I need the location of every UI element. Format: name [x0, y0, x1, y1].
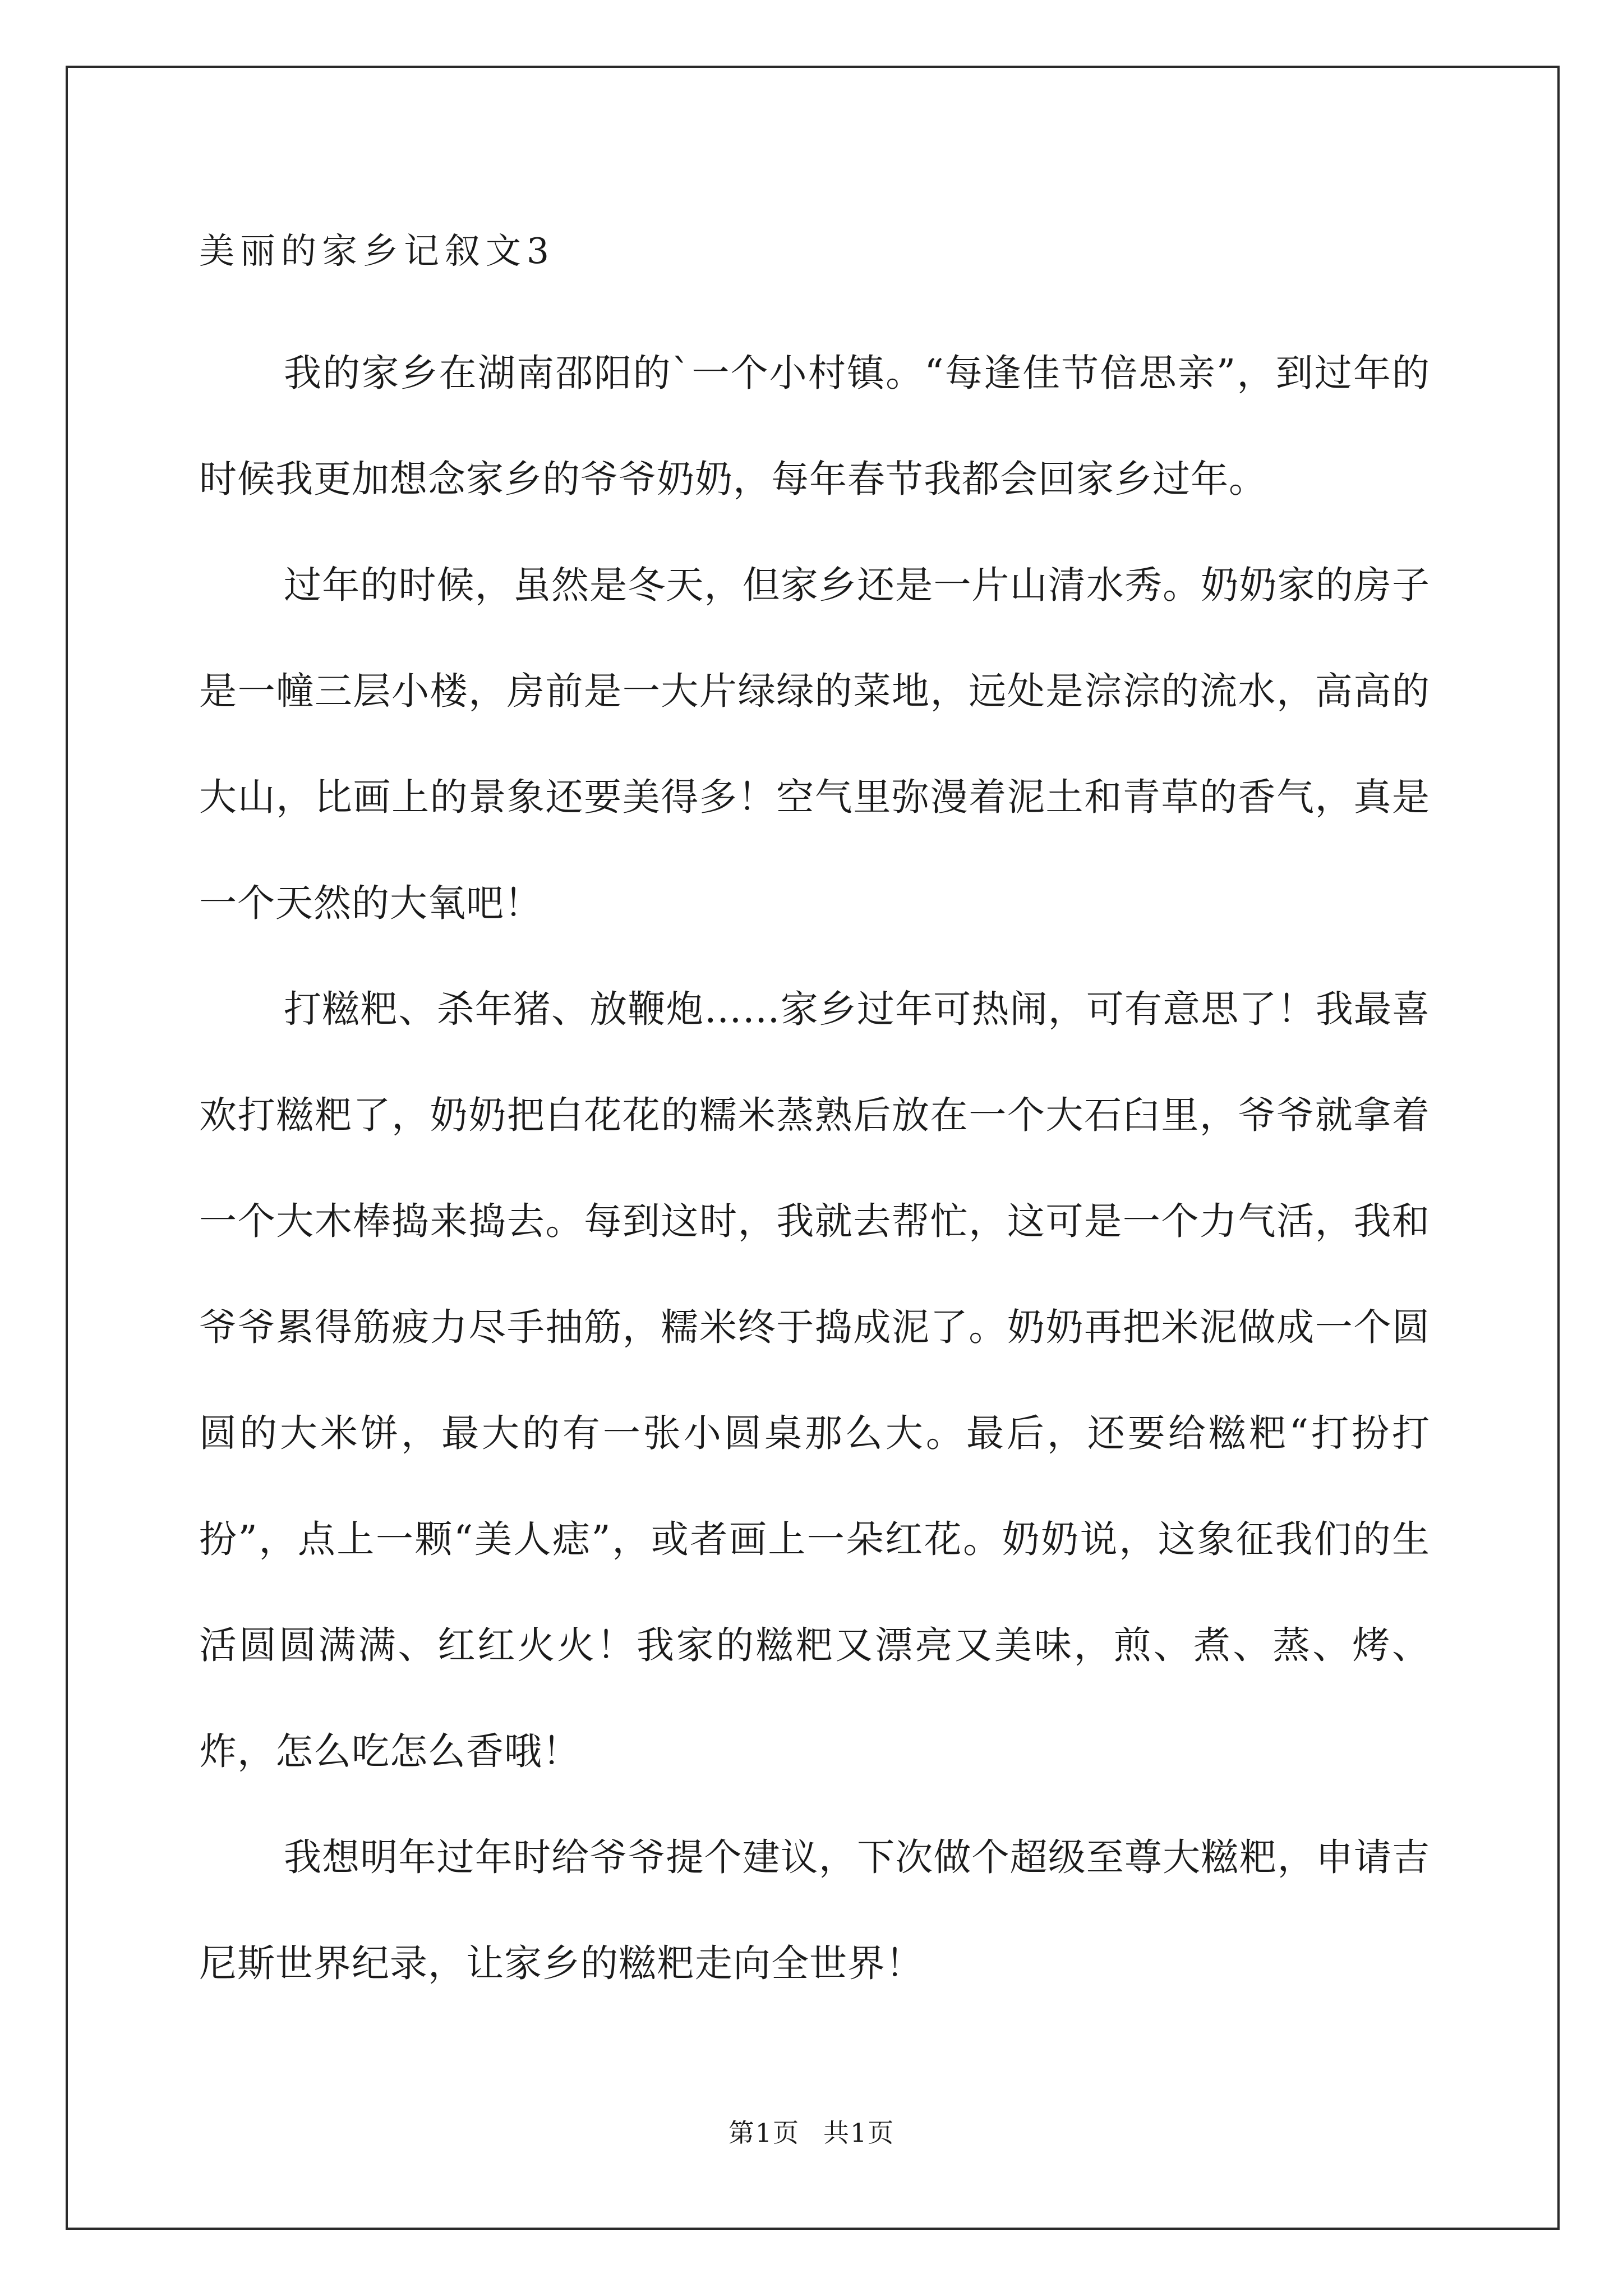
paragraph-4: 我想明年过年时给爷爷提个建议，下次做个超级至尊大糍粑，申请吉尼斯世界纪录，让家乡的糍粑走向全世界！	[199, 1835, 1430, 1985]
paragraph-2: 过年的时候，虽然是冬天，但家乡还是一片山清水秀。奶奶家的房子是一幢三层小楼，房前是一大片绿绿的菜地，远处是淙淙的流水，高高的大山，比画上的景象还要美得多！空气里弥漫着泥土和青草的香气，真是一个天然的大氧吧！	[199, 563, 1430, 925]
document-title: 美丽的家乡记叙文3	[199, 231, 555, 272]
document-body	[199, 218, 1430, 2017]
paragraph-1: 我的家乡在湖南邵阳的`一个小村镇。“每逢佳节倍思亲”，到过年的时候我更加想念家乡的爷爷奶奶，每年春节我都会回家乡过年。	[199, 351, 1430, 501]
page-number-current: 第1页	[728, 2118, 800, 2148]
page-footer	[0, 2116, 1623, 2150]
page-number-total: 共1页	[823, 2118, 895, 2148]
paragraph-3: 打糍粑、杀年猪、放鞭炮……家乡过年可热闹，可有意思了！我最喜欢打糍粑了，奶奶把白花花的糯米蒸熟后放在一个大石臼里，爷爷就拿着一个大木棒捣来捣去。每到这时，我就去帮忙，这可是一个力气活，我和爷爷累得筋疲力尽手抽筋，糯米终于捣成泥了。奶奶再把米泥做成一个圆圆的大米饼，最大的有一张小圆桌那么大。最后，还要给糍粑“打扮打扮”，点上一颗“美人痣”，或者画上一朵红花。奶奶说，这象征我们的生活圆圆满满、红红火火！我家的糍粑又漂亮又美味，煎、煮、蒸、烤、炸，怎么吃怎么香哦！	[199, 987, 1430, 1773]
